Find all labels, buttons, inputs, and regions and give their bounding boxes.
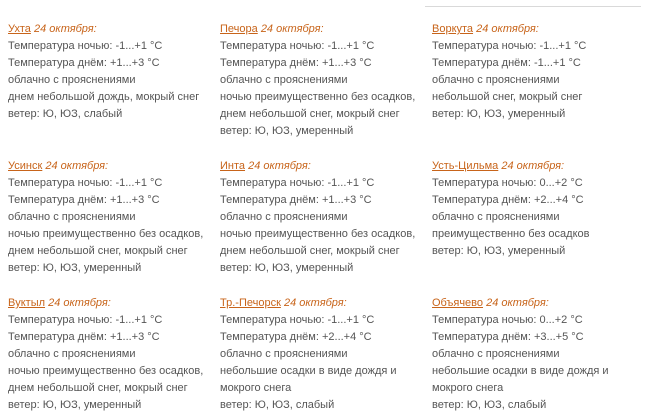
day-temperature: Температура днём: +1...+3 °C	[220, 57, 372, 69]
night-temperature: Температура ночью: -1...+1 °C	[432, 40, 587, 52]
top-divider	[425, 6, 641, 7]
city-link-obyachevo[interactable]: Объячево	[432, 297, 484, 309]
night-temperature: Температура ночью: -1...+1 °C	[8, 40, 163, 52]
city-link-tr-pechorsk[interactable]: Тр.-Печорск	[220, 297, 281, 309]
city-header	[220, 295, 432, 312]
precipitation-day: днем небольшой снег, мокрый снег	[8, 382, 188, 394]
precipitation-night: ночью преимущественно без осадков,	[8, 228, 204, 240]
city-forecast-ukhta	[8, 21, 220, 140]
precipitation: днем небольшой дождь, мокрый снег	[8, 91, 200, 103]
night-temperature: Температура ночью: -1...+1 °C	[220, 40, 375, 52]
forecast-date: 24 октября:	[33, 23, 97, 35]
forecast-date: 24 октября:	[283, 297, 347, 309]
wind: ветер: Ю, ЮЗ, умеренный	[220, 262, 354, 274]
precipitation: преимущественно без осадков	[432, 228, 590, 240]
forecast-date: 24 октября:	[476, 23, 539, 35]
cloudiness: облачно с прояснениями	[220, 74, 348, 86]
day-temperature: Температура днём: +1...+3 °C	[8, 331, 160, 343]
wind: ветер: Ю, ЮЗ, умеренный	[220, 125, 354, 137]
precipitation: небольшие осадки в виде дождя и	[432, 365, 609, 377]
precipitation-night: ночью преимущественно без осадков,	[220, 91, 416, 103]
city-forecast-vuktyl	[8, 295, 220, 414]
precipitation-day: днем небольшой снег, мокрый снег	[220, 108, 400, 120]
forecast-grid	[8, 21, 638, 414]
day-temperature: Температура днём: +2...+4 °C	[432, 194, 584, 206]
night-temperature: Температура ночью: -1...+1 °C	[220, 177, 375, 189]
night-temperature: Температура ночью: 0...+2 °C	[432, 177, 583, 189]
night-temperature: Температура ночью: -1...+1 °C	[8, 177, 163, 189]
cloudiness: облачно с прояснениями	[8, 348, 136, 360]
day-temperature: Температура днём: -1...+1 °C	[432, 57, 581, 69]
city-header	[432, 295, 638, 312]
precipitation-night: ночью преимущественно без осадков,	[8, 365, 204, 377]
night-temperature: Температура ночью: -1...+1 °C	[8, 314, 163, 326]
wind: ветер: Ю, ЮЗ, слабый	[220, 399, 335, 411]
precipitation-continued: мокрого снега	[432, 382, 504, 394]
city-header	[8, 295, 220, 312]
city-header	[432, 21, 638, 38]
city-link-usinsk[interactable]: Усинск	[8, 160, 43, 172]
wind: ветер: Ю, ЮЗ, слабый	[432, 399, 547, 411]
cloudiness: облачно с прояснениями	[220, 348, 348, 360]
wind: ветер: Ю, ЮЗ, умеренный	[8, 262, 142, 274]
precipitation: небольшие осадки в виде дождя и	[220, 365, 397, 377]
day-temperature: Температура днём: +1...+3 °C	[8, 57, 160, 69]
night-temperature: Температура ночью: 0...+2 °C	[432, 314, 583, 326]
forecast-date: 24 октября:	[45, 160, 109, 172]
forecast-date: 24 октября:	[248, 160, 311, 172]
wind: ветер: Ю, ЮЗ, умеренный	[432, 108, 566, 120]
forecast-date: 24 октября:	[501, 160, 565, 172]
wind: ветер: Ю, ЮЗ, слабый	[8, 108, 123, 120]
forecast-date: 24 октября:	[260, 23, 324, 35]
city-link-vorkuta[interactable]: Воркута	[432, 23, 474, 35]
city-link-ust-tsilma[interactable]: Усть-Цильма	[432, 160, 499, 172]
city-forecast-tr-pechorsk	[220, 295, 432, 414]
city-header	[432, 158, 638, 175]
city-header	[8, 158, 220, 175]
day-temperature: Температура днём: +2...+4 °C	[220, 331, 372, 343]
day-temperature: Температура днём: +3...+5 °C	[432, 331, 584, 343]
precipitation-continued: мокрого снега	[220, 382, 292, 394]
cloudiness: облачно с прояснениями	[432, 211, 560, 223]
city-link-ukhta[interactable]: Ухта	[8, 23, 31, 35]
day-temperature: Температура днём: +1...+3 °C	[8, 194, 160, 206]
day-temperature: Температура днём: +1...+3 °C	[220, 194, 372, 206]
city-forecast-vorkuta	[432, 21, 638, 140]
precipitation: небольшой снег, мокрый снег	[432, 91, 583, 103]
precipitation-day: днем небольшой снег, мокрый снег	[8, 245, 188, 257]
cloudiness: облачно с прояснениями	[432, 348, 560, 360]
city-header	[220, 21, 432, 38]
forecast-date: 24 октября:	[486, 297, 549, 309]
city-header	[8, 21, 220, 38]
precipitation-night: ночью преимущественно без осадков,	[220, 228, 416, 240]
city-header	[220, 158, 432, 175]
city-forecast-usinsk	[8, 158, 220, 277]
city-link-vuktyl[interactable]: Вуктыл	[8, 297, 46, 309]
wind: ветер: Ю, ЮЗ, умеренный	[432, 245, 566, 257]
night-temperature: Температура ночью: -1...+1 °C	[220, 314, 375, 326]
cloudiness: облачно с прояснениями	[220, 211, 348, 223]
cloudiness: облачно с прояснениями	[432, 74, 560, 86]
cloudiness: облачно с прояснениями	[8, 211, 136, 223]
city-forecast-pechora	[220, 21, 432, 140]
city-link-inta[interactable]: Инта	[220, 160, 246, 172]
cloudiness: облачно с прояснениями	[8, 74, 136, 86]
precipitation-day: днем небольшой снег, мокрый снег	[220, 245, 400, 257]
city-forecast-ust-tsilma	[432, 158, 638, 277]
city-link-pechora[interactable]: Печора	[220, 23, 258, 35]
forecast-date: 24 октября:	[48, 297, 111, 309]
city-forecast-obyachevo	[432, 295, 638, 414]
city-forecast-inta	[220, 158, 432, 277]
wind: ветер: Ю, ЮЗ, умеренный	[8, 399, 142, 411]
